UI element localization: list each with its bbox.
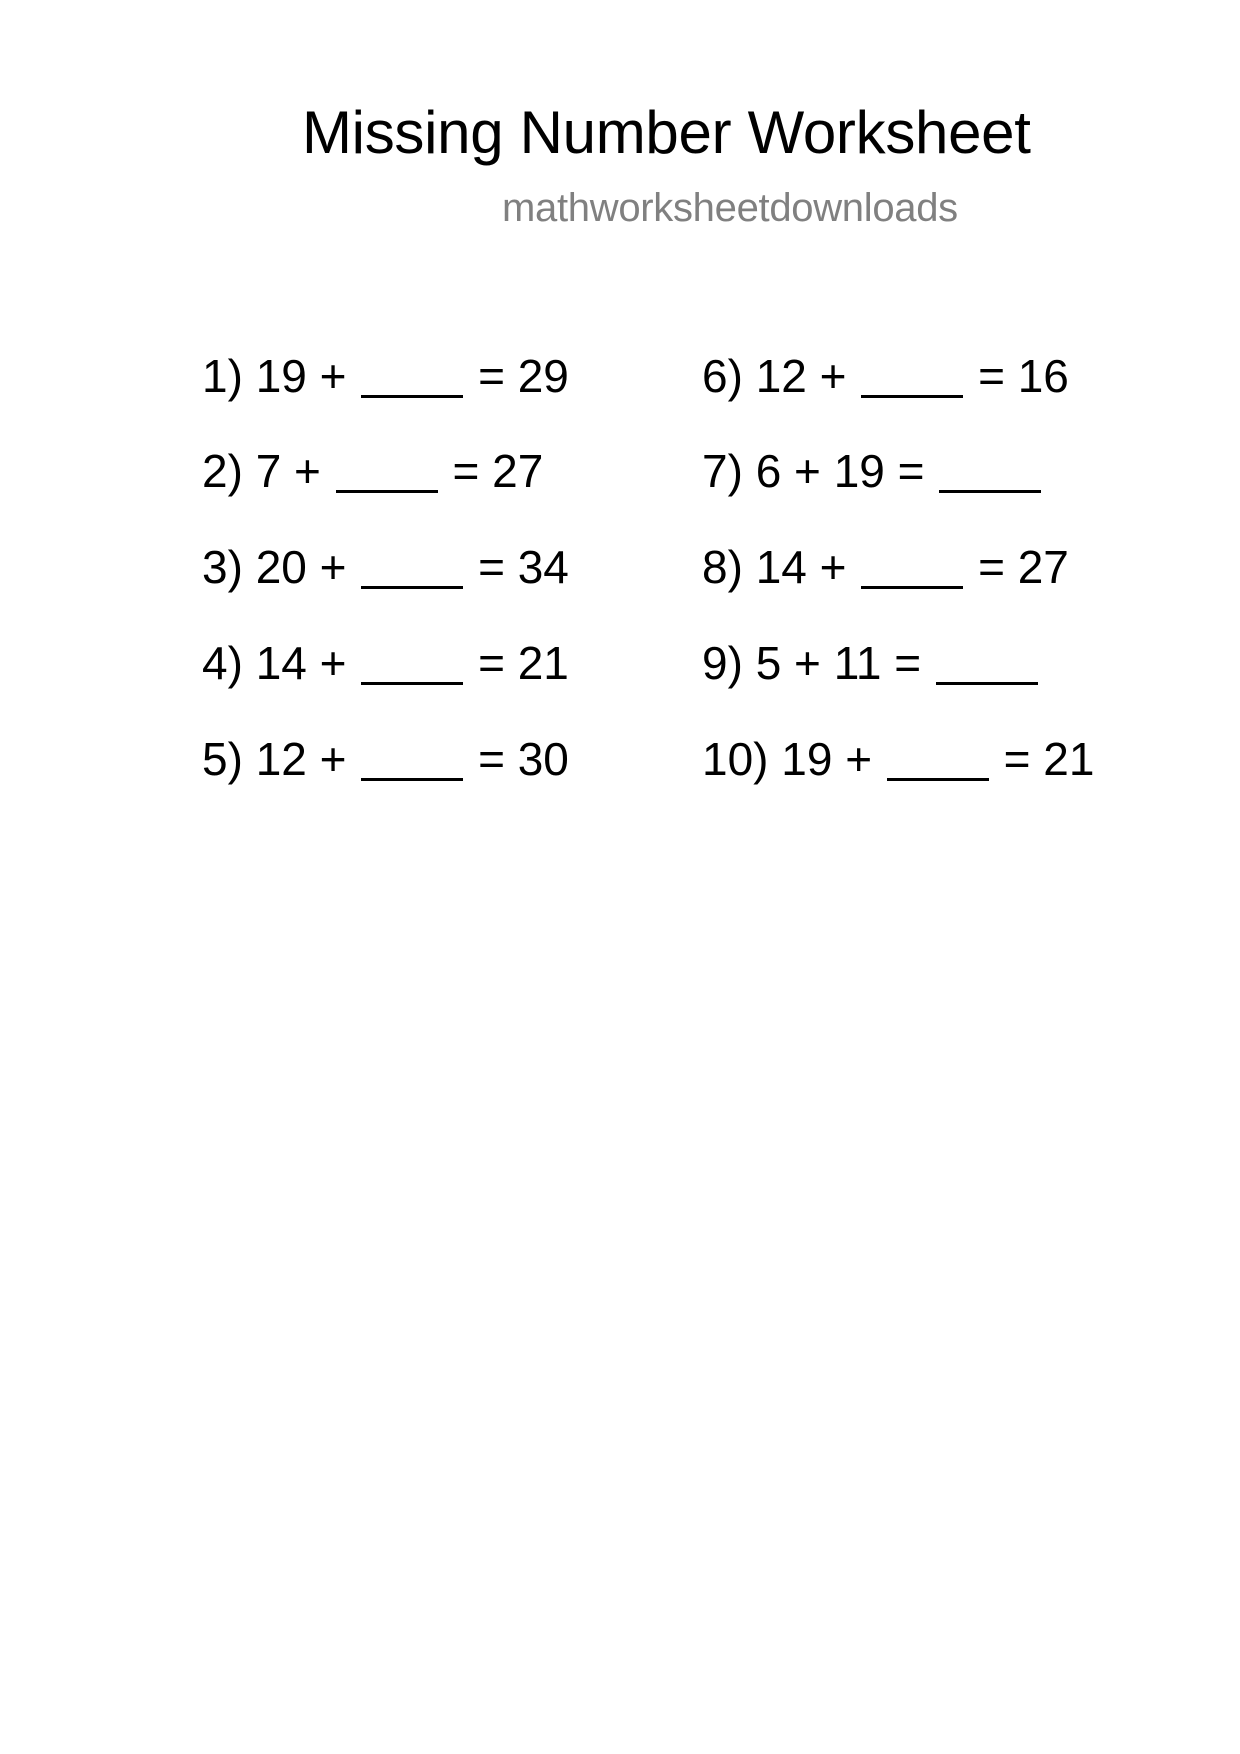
problem-left-side: 7 + xyxy=(255,445,321,497)
answer-blank[interactable] xyxy=(936,682,1038,685)
problem-right-side: = 30 xyxy=(478,733,569,785)
answer-blank[interactable] xyxy=(861,586,963,589)
answer-blank[interactable] xyxy=(939,490,1041,493)
problem-4 xyxy=(202,637,569,689)
worksheet-title: Missing Number Worksheet xyxy=(302,99,1031,166)
problem-number: 2) xyxy=(202,445,243,497)
problem-7 xyxy=(702,445,1043,497)
problem-left-side: 20 + xyxy=(255,541,347,593)
problem-10 xyxy=(702,733,1094,785)
problem-left-side: 19 + xyxy=(781,733,873,785)
problem-left-side: 6 + 19 = xyxy=(755,445,925,497)
problem-right-side: = 21 xyxy=(478,637,569,689)
problem-6 xyxy=(702,350,1069,402)
problem-right-side: = 34 xyxy=(478,541,569,593)
answer-blank[interactable] xyxy=(861,395,963,398)
problem-8 xyxy=(702,541,1069,593)
problem-left-side: 14 + xyxy=(755,541,847,593)
problem-right-side: = 27 xyxy=(452,445,544,497)
problem-number: 5) xyxy=(202,733,243,785)
answer-blank[interactable] xyxy=(887,778,989,781)
problem-2 xyxy=(202,445,543,497)
problem-right-side: = 29 xyxy=(478,350,569,402)
problem-number: 9) xyxy=(702,637,743,689)
problem-number: 3) xyxy=(202,541,243,593)
problem-3 xyxy=(202,541,569,593)
problem-number: 1) xyxy=(202,350,243,402)
problem-left-side: 19 + xyxy=(255,350,347,402)
problem-number: 6) xyxy=(702,350,743,402)
problem-right-side: = 21 xyxy=(1003,733,1095,785)
answer-blank[interactable] xyxy=(361,778,463,781)
worksheet-source: mathworksheetdownloads xyxy=(502,186,958,230)
problem-number: 8) xyxy=(702,541,743,593)
problem-left-side: 12 + xyxy=(755,350,847,402)
problem-left-side: 12 + xyxy=(255,733,347,785)
problem-9 xyxy=(702,637,1040,689)
answer-blank[interactable] xyxy=(361,682,463,685)
answer-blank[interactable] xyxy=(336,490,438,493)
problem-number: 10) xyxy=(702,733,769,785)
problem-left-side: 5 + 11 = xyxy=(755,637,922,689)
problem-number: 4) xyxy=(202,637,243,689)
answer-blank[interactable] xyxy=(361,586,463,589)
problem-1 xyxy=(202,350,569,402)
problem-right-side: = 27 xyxy=(978,541,1069,593)
problem-5 xyxy=(202,733,569,785)
problem-right-side: = 16 xyxy=(978,350,1069,402)
problem-number: 7) xyxy=(702,445,743,497)
problem-left-side: 14 + xyxy=(255,637,347,689)
answer-blank[interactable] xyxy=(361,395,463,398)
